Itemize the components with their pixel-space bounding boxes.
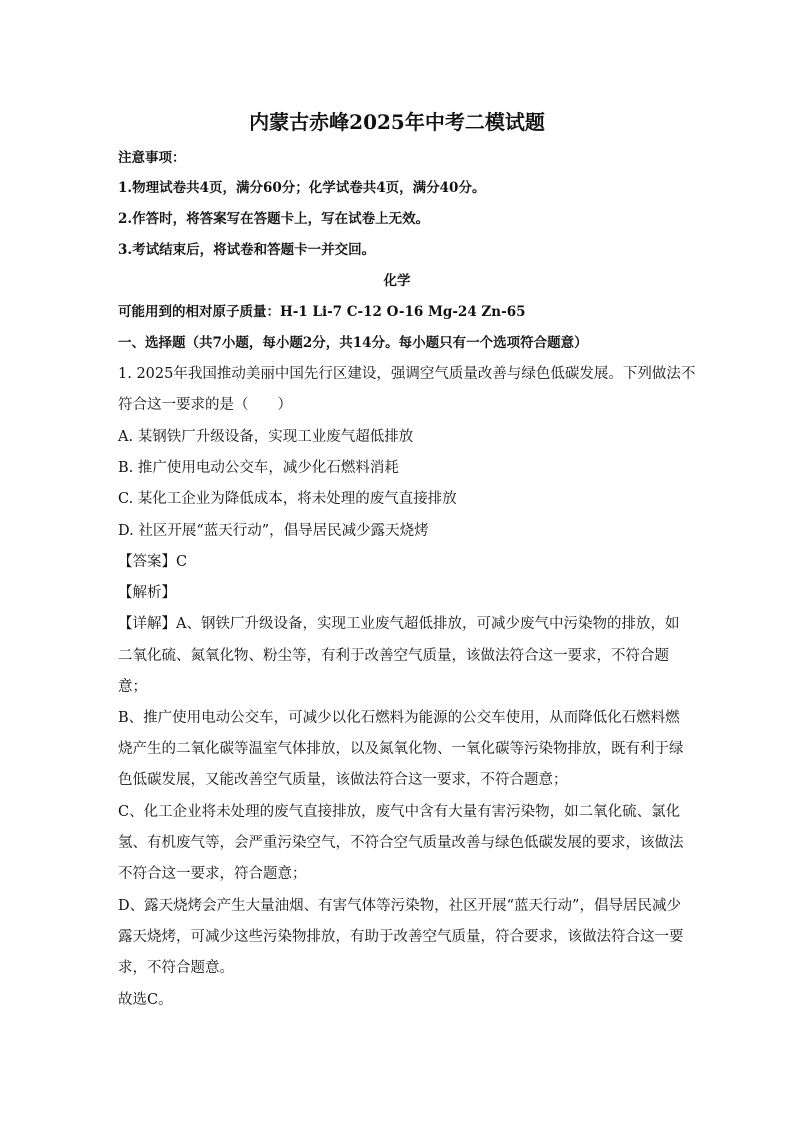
option-d: D. 社区开展“蓝天行动”，倡导居民减少露天烧烤 [118,523,429,539]
explanation-line: 二氧化硫、氮氧化物、粉尘等，有利于改善空气质量，该做法符合这一要求，不符合题 [118,648,669,664]
atomic-masses: 可能用到的相对原子质量：H-1 Li-7 C-12 O-16 Mg-24 Zn-65 [118,304,526,320]
explanation-line: 不符合这一要求，符合题意； [118,866,307,882]
notice-item-2: 2.作答时，将答案写在答题卡上，写在试卷上无效。 [118,211,430,227]
explanation-line: B、推广使用电动公交车，可减少以化石燃料为能源的公交车使用，从而降低化石燃料燃 [118,710,680,726]
analysis-label: 【解析】 [118,585,176,601]
explanation-line: D、露天烧烤会产生大量油烟、有害气体等污染物，社区开展“蓝天行动”，倡导居民减少 [118,898,681,914]
explanation-line: 氢、有机废气等，会严重污染空气，不符合空气质量改善与绿色低碳发展的要求，该做法 [118,835,684,851]
explanation-line: 【详解】A、钢铁厂升级设备，实现工业废气超低排放，可减少废气中污染物的排放，如 [118,616,680,632]
conclusion-line: 故选C。 [118,992,173,1008]
subject-heading: 化学 [383,273,411,289]
explanation-line: 色低碳发展，又能改善空气质量，该做法符合这一要求，不符合题意； [118,772,568,788]
notice-item-1: 1.物理试卷共4页，满分60分；化学试卷共4页，满分40分。 [118,180,486,196]
answer-line: 【答案】C [118,554,188,570]
explanation-line: 露天烧烤，可减少这些污染物排放，有助于改善空气质量，符合要求，该做法符合这一要 [118,929,684,945]
question-stem-line-1: 1. 2025年我国推动美丽中国先行区建设，强调空气质量改善与绿色低碳发展。下列做法不 [118,366,696,382]
notice-heading: 注意事项： [118,150,186,166]
option-b: B. 推广使用电动公交车，减少化石燃料消耗 [118,460,399,476]
option-a: A. 某钢铁厂升级设备，实现工业废气超低排放 [118,429,414,445]
option-c: C. 某化工企业为降低成本，将未处理的废气直接排放 [118,491,457,507]
question-stem-line-2: 符合这一要求的是（ ） [118,397,292,413]
page-title: 内蒙古赤峰2025年中考二模试题 [249,110,545,134]
explanation-line: 求，不符合题意。 [118,960,234,976]
section-heading: 一、选择题（共7小题，每小题2分，共14分。每小题只有一个选项符合题意） [118,335,588,351]
explanation-line: 意； [118,679,147,695]
explanation-line: 烧产生的二氧化碳等温室气体排放，以及氮氧化物、一氧化碳等污染物排放，既有利于绿 [118,741,684,757]
notice-item-3: 3.考试结束后，将试卷和答题卡一并交回。 [118,242,376,258]
explanation-line: C、化工企业将未处理的废气直接排放，废气中含有大量有害污染物，如二氧化硫、氯化 [118,804,681,820]
